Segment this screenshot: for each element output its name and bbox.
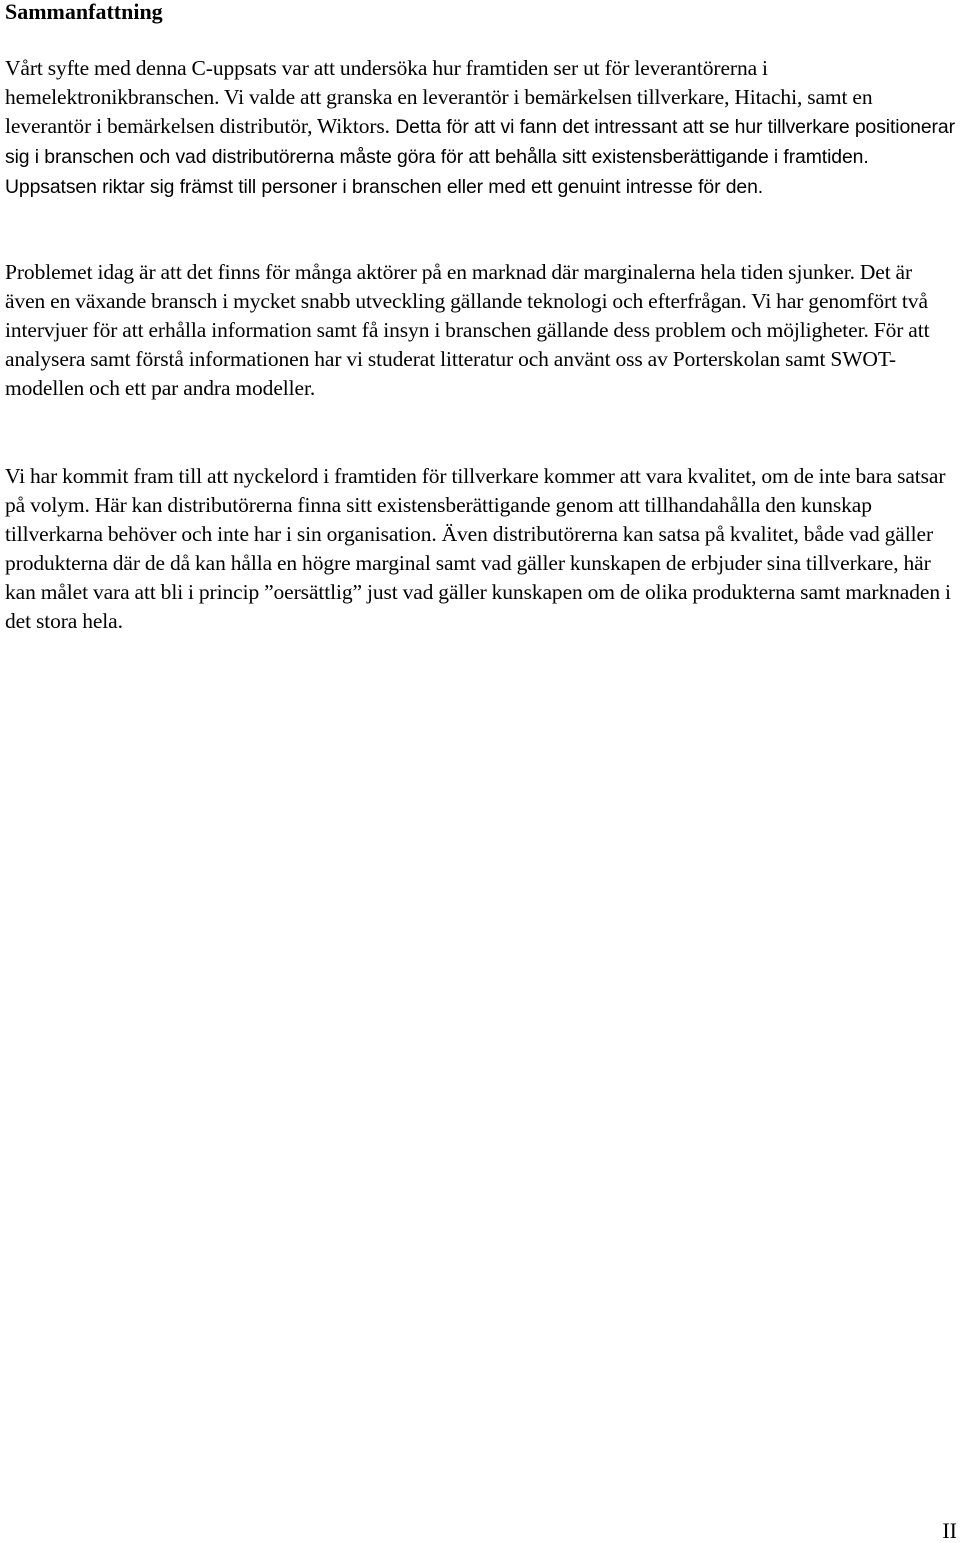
page-number: II [942,1518,957,1543]
paragraph-purpose-intro: Vårt syfte med denna C-uppsats var att undersöka hur framtiden ser ut för leverantörerna i hemelektronikbranschen. Vi valde att granska en leverantör i bemärkelsen tillverkare, Hitachi, samt en leverantör i bemärkelsen distributör, Wiktors. [5,56,873,138]
paragraph-problem: Problemet idag är att det finns för många aktörer på en marknad där marginalerna hela tiden sjunker. Det är även en växande bransch i mycket snabb utveckling gällande teknologi och efterfrågan. Vi har genomfört två intervjuer för att erhålla information samt få insyn i branschen gällande dess problem och möjligheter. För att analysera samt förstå informationen har vi studerat litteratur och använt oss av Porterskolan samt SWOT- modellen och ett par andra modeller. [5,260,930,400]
paragraph-conclusion: Vi har kommit fram till att nyckelord i framtiden för tillverkare kommer att vara kvalitet, om de inte bara satsar på volym. Här kan distributörerna finna sitt existensberättigande genom att tillhandahålla den kunskap tillverkarna behöver och inte har i sin organisation. Även distributörerna kan satsa på kvalitet, både vad gäller produkterna där de då kan hålla en högre marginal samt vad gäller kunskapen de erbjuder sina tillverkare, här kan målet vara att bli i princip ”oersättlig” just vad gäller kunskapen om de olika produkterna samt marknaden i det stora hela. [5,464,951,633]
document-page [5,0,957,633]
paragraph-purpose-rest: Detta för att vi fann det intressant att se hur tillverkare positionerar sig i branschen och vad distributörerna måste göra för att behålla sitt existensberättigande i framtiden. Uppsatsen riktar sig främst till personer i branschen eller med ett genuint intresse för den. [5,116,955,198]
paragraph-purpose [5,54,957,202]
section-heading: Sammanfattning [5,0,163,24]
